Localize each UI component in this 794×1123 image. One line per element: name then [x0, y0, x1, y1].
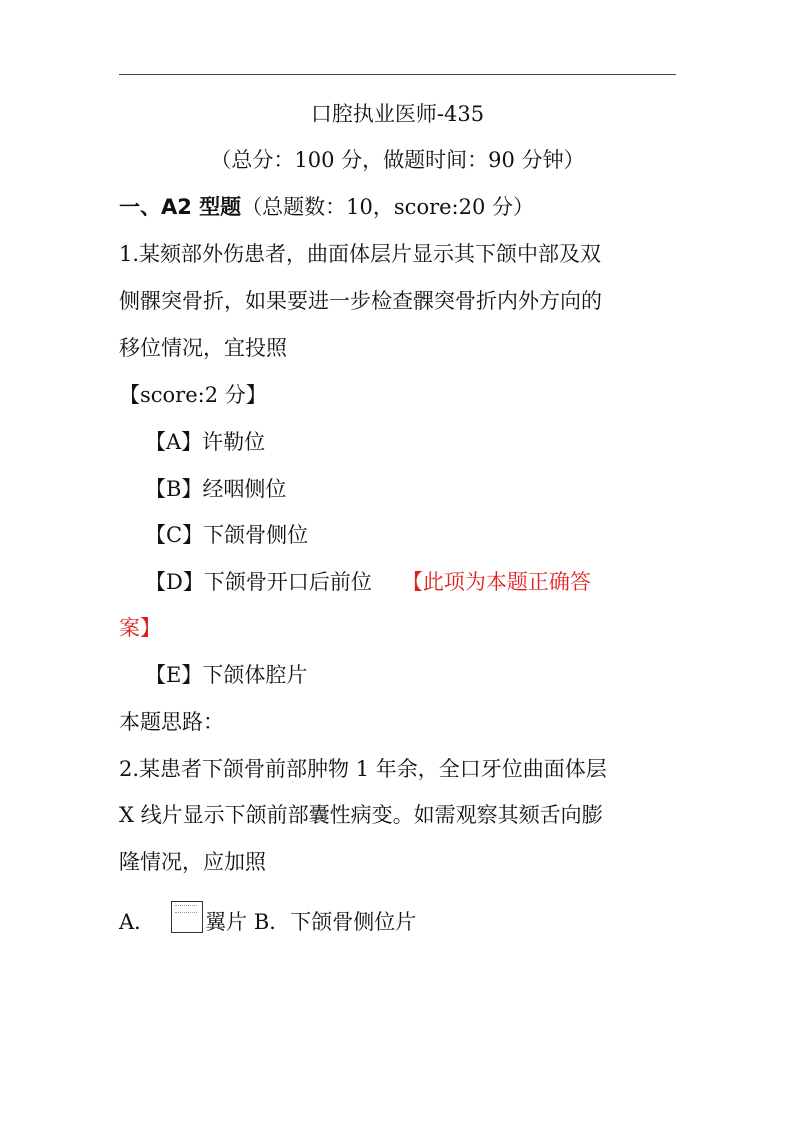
question2-line-3: 隆情况，应加照 [119, 850, 266, 874]
correct-answer-note-continued: 案】 [119, 616, 161, 640]
option-d-text: 下颌骨开口后前位 [203, 570, 372, 594]
option-e-label: 【E】 [145, 663, 203, 687]
option-b-text: 经咽侧位 [202, 477, 287, 501]
question2-line-2: X 线片显示下颌前部囊性病变。如需观察其颏舌向膨 [119, 803, 603, 827]
document-subtitle: （总分：100 分，做题时间：90 分钟） [210, 148, 585, 172]
question2-line-1: 2.某患者下颌骨前部肿物 1 年余，全口牙位曲面体层 [119, 757, 607, 781]
question1-line-1: 1.某颏部外伤患者，曲面体层片显示其下颌中部及双 [119, 242, 602, 266]
question2-option-b: B．下颌骨侧位片 [253, 910, 417, 934]
option-c-label: 【C】 [145, 523, 204, 547]
question2-options [119, 901, 416, 936]
correct-answer-note: 【此项为本题正确答 [401, 570, 591, 594]
option-b [145, 475, 286, 503]
question1-score: 【score:2 分】 [119, 383, 267, 407]
option-d [145, 568, 591, 596]
section-heading: 一、A2 型题 [119, 195, 242, 219]
analysis-label: 本题思路： [119, 710, 224, 734]
option-d-label: 【D】 [145, 570, 204, 594]
option-a-text: 许勒位 [202, 430, 266, 454]
option-b-label: 【B】 [145, 477, 203, 501]
option-c-text: 下颌骨侧位 [203, 523, 309, 547]
document-title: 口腔执业医师-435 [310, 102, 485, 126]
question2-option-a-text: 翼片 [205, 910, 248, 934]
question1-line-3: 移位情况，宜投照 [119, 336, 287, 360]
inline-image-thumbnail [171, 901, 203, 933]
question1-line-2: 侧髁突骨折，如果要进一步检查髁突骨折内外方向的 [119, 289, 602, 313]
option-a-label: 【A】 [145, 430, 203, 454]
option-e-text: 下颌体腔片 [202, 663, 308, 687]
section-info: （总题数：10，score:20 分） [241, 195, 535, 219]
option-e [145, 661, 307, 689]
question2-option-a-label: A． [119, 910, 156, 934]
option-c [145, 521, 308, 549]
option-a [145, 428, 265, 456]
header-rule [119, 74, 676, 75]
section-heading-line [119, 193, 534, 221]
